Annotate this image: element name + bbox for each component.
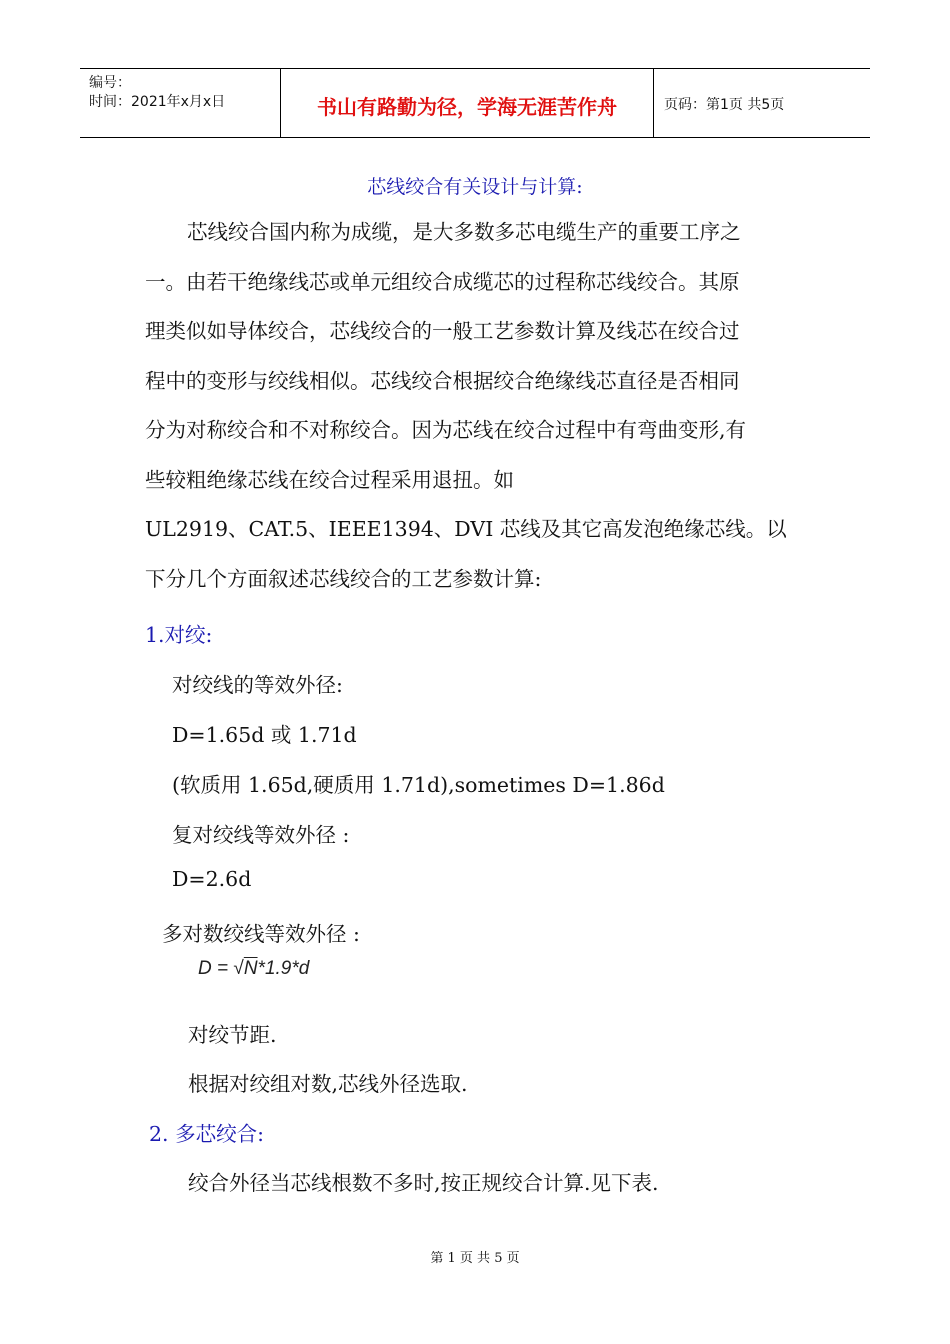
formula-rhs: *1.9*d <box>257 958 310 979</box>
multi-pair-formula <box>198 958 309 980</box>
header-motto-cell <box>281 69 654 137</box>
document-time: 时间：2021年x月x日 <box>89 94 226 110</box>
document-number: 编号： <box>89 75 131 91</box>
intro-line: 芯线绞合国内称为成缆，是大多数多芯电缆生产的重要工序之 <box>187 220 741 244</box>
intro-line: 些较粗绝缘芯线在绞合过程采用退扭。如 <box>145 467 514 492</box>
header-page-cell <box>654 69 870 137</box>
page-footer: 第 1 页 共 5 页 <box>430 1251 520 1266</box>
header-left-cell <box>80 69 281 137</box>
double-pair-formula: D=2.6d <box>172 867 252 891</box>
formula-lhs: D = <box>198 958 234 979</box>
pitch-note: 根据对绞组对数,芯线外径选取. <box>188 1072 468 1096</box>
motto: 书山有路勤为径，学海无涯苦作舟 <box>317 95 617 119</box>
header-table <box>80 68 870 138</box>
section2-text: 绞合外径当芯线根数不多时,按正规绞合计算.见下表. <box>188 1171 659 1195</box>
pitch-label: 对绞节距. <box>188 1023 277 1047</box>
page-info: 页码：第1页 共5页 <box>664 97 785 113</box>
sqrt-icon: √ <box>233 958 244 979</box>
multi-pair-label: 多对数绞线等效外径 : <box>162 922 360 946</box>
section2-heading: 2. 多芯绞合: <box>149 1122 264 1146</box>
intro-line: 分为对称绞合和不对称绞合。因为芯线在绞合过程中有弯曲变形,有 <box>145 418 747 442</box>
pair-label: 对绞线的等效外径: <box>172 673 343 697</box>
section1-heading: 1.对绞: <box>145 623 213 647</box>
pair-formula: D=1.65d 或 1.71d <box>172 723 357 747</box>
intro-line: 程中的变形与绞线相似。芯线绞合根据绞合绝缘线芯直径是否相同 <box>145 368 740 393</box>
pair-note: (软质用 1.65d,硬质用 1.71d),sometimes D=1.86d <box>172 773 665 797</box>
intro-line: 理类似如导体绞合，芯线绞合的一般工艺参数计算及线芯在绞合过 <box>145 319 740 343</box>
document-title: 芯线绞合有关设计与计算: <box>367 176 583 198</box>
formula-radicand: N <box>243 958 258 979</box>
intro-line: UL2919、CAT.5、IEEE1394、DVI 芯线及其它高发泡绝缘芯线。以 <box>145 517 787 541</box>
intro-line: 一。由若干绝缘线芯或单元组绞合成缆芯的过程称芯线绞合。其原 <box>145 269 740 294</box>
intro-paragraph <box>145 208 805 604</box>
double-pair-label: 复对绞线等效外径 : <box>172 823 350 847</box>
intro-line: 下分几个方面叙述芯线绞合的工艺参数计算: <box>145 566 542 591</box>
